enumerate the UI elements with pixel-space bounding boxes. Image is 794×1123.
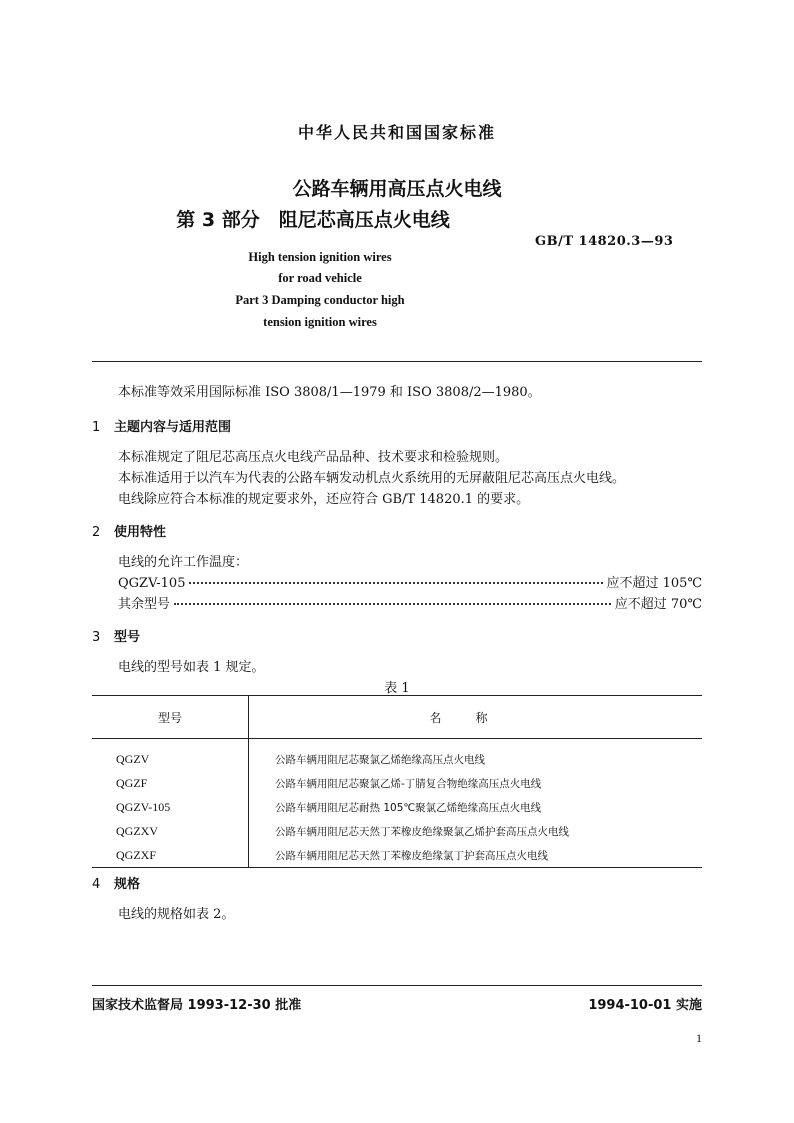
standard-code: GB/T 14820.3—93 [535, 234, 674, 249]
section-number: 1 [92, 420, 101, 435]
section-1-heading [92, 416, 231, 435]
table-cell-name: 公路车辆用阻尼芯天然丁苯橡皮绝缘聚氯乙烯护套高压点火电线 [275, 825, 569, 838]
section-3-heading [92, 626, 140, 645]
table-cell-name: 公路车辆用阻尼芯耐热 105℃聚氯乙烯绝缘高压点火电线 [275, 801, 542, 814]
temperature-row-label: 其余型号 [118, 597, 171, 612]
table-cell-name: 公路车辆用阻尼芯天然丁苯橡皮绝缘氯丁护套高压点火电线 [249, 843, 703, 868]
table-cell-name: 公路车辆用阻尼芯聚氯乙烯-丁腈复合物绝缘高压点火电线 [275, 777, 542, 790]
intro-paragraph: 本标准等效采用国际标准 ISO 3808/1—1979 和 ISO 3808/2—1980。 [118, 385, 541, 400]
effective-date: 1994-10-01 实施 [588, 998, 702, 1013]
column-header-model: 型号 [92, 696, 249, 739]
temperature-row-label: QGZV-105 [118, 576, 186, 591]
section-number: 3 [92, 630, 101, 645]
table-header-row [92, 696, 702, 739]
table-row [92, 739, 702, 772]
section-1-paragraph: 本标准适用于以汽车为代表的公路车辆发动机点火系统用的无屏蔽阻尼芯高压点火电线。 [118, 471, 626, 486]
national-standard-label: 中华人民共和国国家标准 [297, 123, 496, 142]
header-divider [92, 361, 702, 362]
temperature-row-value: 应不超过 105℃ [606, 576, 702, 591]
table-cell-model: QGZV-105 [92, 795, 249, 819]
temperature-row [118, 572, 702, 591]
approval-date: 国家技术监督局 1993-12-30 批准 [92, 998, 302, 1013]
footer-divider [92, 985, 702, 986]
column-header-name: 名称 [249, 696, 703, 739]
table-row [92, 795, 702, 819]
table-cell-model: QGZXV [92, 819, 249, 843]
section-title: 主题内容与适用范围 [114, 420, 232, 435]
document-title-line1: 公路车辆用高压点火电线 [292, 178, 502, 200]
section-title: 型号 [114, 630, 141, 645]
table-caption: 表 1 [384, 681, 410, 696]
section-number: 2 [92, 525, 101, 540]
temperature-row-value: 应不超过 70℃ [614, 597, 702, 612]
temperature-row [118, 593, 702, 612]
section-4-paragraph: 电线的规格如表 2。 [118, 907, 235, 922]
model-table [92, 695, 702, 868]
table-cell-model: QGZF [92, 771, 249, 795]
section-number: 4 [92, 877, 101, 892]
document-title-line2: 第 3 部分 阻尼芯高压点火电线 [176, 209, 450, 231]
section-3-paragraph: 电线的型号如表 1 规定。 [118, 660, 265, 675]
table-cell-model: QGZXF [92, 843, 249, 868]
section-1-paragraph: 电线除应符合本标准的规定要求外，还应符合 GB/T 14820.1 的要求。 [118, 492, 530, 507]
dot-leader [174, 603, 611, 605]
page-number: 1 [696, 1031, 702, 1045]
table-cell-model: QGZV [92, 739, 249, 772]
english-title-line1: High tension ignition wires [248, 250, 392, 264]
table-row [92, 843, 702, 868]
table-row [92, 819, 702, 843]
english-title-line3: Part 3 Damping conductor high [235, 293, 405, 307]
section-title: 使用特性 [114, 525, 167, 540]
section-title: 规格 [114, 877, 141, 892]
dot-leader [189, 582, 602, 584]
english-title-line2: for road vehicle [278, 271, 362, 285]
section-2-heading [92, 521, 166, 540]
table-row [92, 771, 702, 795]
section-2-lead: 电线的允许工作温度： [118, 555, 249, 570]
english-title-line4: tension ignition wires [263, 315, 377, 329]
section-4-heading [92, 873, 140, 892]
table-cell-name: 公路车辆用阻尼芯聚氯乙烯绝缘高压点火电线 [275, 753, 485, 766]
section-1-paragraph: 本标准规定了阻尼芯高压点火电线产品品种、技术要求和检验规则。 [118, 450, 509, 465]
